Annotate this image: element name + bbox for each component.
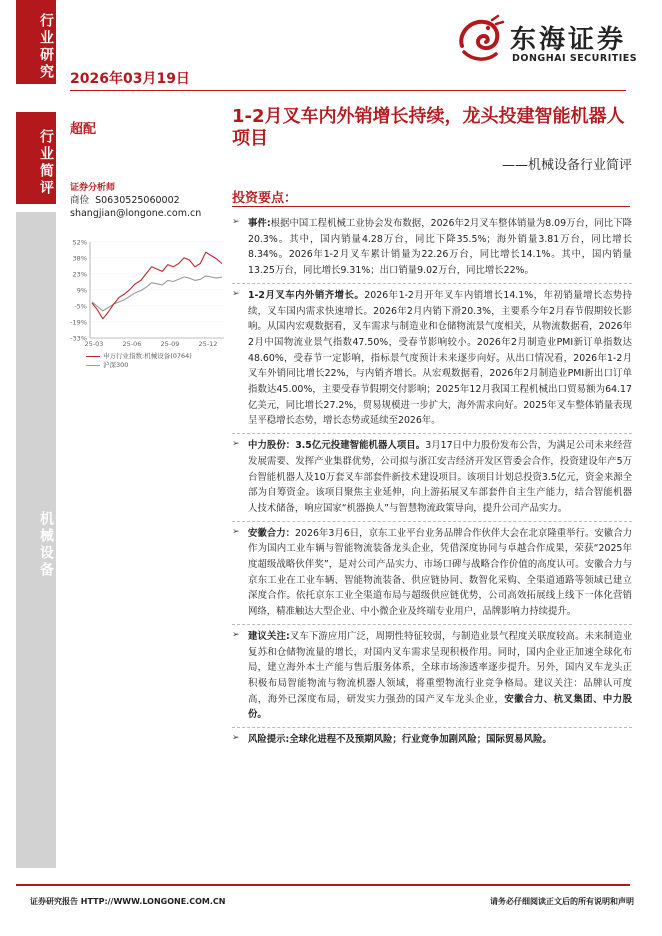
chart-legend: [86, 352, 192, 370]
legend-swatch: [86, 356, 100, 357]
bullet-lead: 安徽合力：: [248, 527, 296, 539]
key-points-heading: 投资要点：: [232, 191, 298, 206]
report-title: 1-2月叉车内外销增长持续，龙头投建智能机器人项目: [232, 106, 625, 149]
x-tick-label: 25-09: [160, 340, 180, 348]
legend-label: 申万行业指数:机械设备(0764): [103, 352, 192, 360]
report-subtitle: ——机械设备行业简评: [501, 158, 632, 173]
bullet-text: 2026年3月6日，京东工业平台业务品牌合作伙伴大会在北京隆重举行。安徽合力作为国内工业车辆与智能物流装备龙头企业，凭借深度协同与卓越合作成果，荣获“2025年度超级战略伙伴奖”，是对公司产品实力、市场口碑与战略合作价值的高度认可。安徽合力与京东工业在工业车辆、智能物流装备、供应链协同、数智化采购、全渠道通路等领域已建立深度合作。依托京东工业全渠道布局与超级供应链优势，公司高效拓展线上线下一体化营销网络，精准触达大型企业、中小微企业及终端专业用户，品牌影响力持续提升。: [248, 527, 632, 618]
footer-disclaimer: 请务必仔细阅读正文后的所有说明和声明: [490, 897, 634, 906]
y-tick-label: -5%: [74, 302, 87, 311]
y-tick-label: 23%: [72, 270, 87, 279]
report-date: 2026年03月19日: [70, 71, 190, 87]
x-tick-label: 25-06: [122, 340, 142, 348]
legend-item-csi300: [86, 361, 192, 370]
bullet-arrow-icon: ➢: [232, 526, 240, 537]
bullet-sales-growth: [232, 284, 632, 433]
bullet-arrow-icon: ➢: [232, 629, 240, 640]
y-tick-label: -33%: [70, 334, 87, 343]
bullet-tail: 全球化进程不及预期风险；行业竞争加剧风险；国际贸易风险。: [289, 734, 552, 746]
logo-english-name: DONGHAI SECURITIES: [512, 53, 638, 64]
y-tick-label: -19%: [70, 318, 87, 327]
bullet-text: 3月17日中力股份发布公告，为满足公司未来经营发展需要、发挥产业集群优势，公司拟与浙江安吉经济开发区管委会合作，投资建设年产5万台智能机器人及10万套叉车部套件新技术建设项目。该项目计划总投资3.5亿元，资金来源全部为自筹资金。该项目聚焦主业延伸，向上游拓展叉车部套件自主生产能力，结合智能机器人技术储备，响应国家“机器换人”与智慧物流政策导向，提升公司产品实力。: [248, 440, 633, 514]
bullet-arrow-icon: ➢: [232, 439, 240, 450]
y-tick-label: 52%: [72, 238, 87, 247]
bullet-text: 叉车下游应用广泛，周期性特征较弱，与制造业景气程度关联度较高。未来制造业复苏和仓储物流量的增长，对国内叉车需求呈现积极作用。同时，国内企业正加速全球化布局，建立海外本土产能与售后服务体系，全球市场渗透率逐步提升。另外，国内叉车龙头正积极布局智能物流与物流机器人领域，将重塑物流行业竞争格局。建议关注：品牌认可度高，海外已深度布局，研发实力强劲的国产叉车龙头企业，: [248, 630, 632, 705]
bullet-text: 2026年1-2月开年叉车内销增长14.1%，年初销量增长态势持续，叉车国内需求快速增长。2026年2月内销下滑20.3%，主要系今年2月春节假期较长影响。从国内宏观数据看，叉车需求与制造业和仓储物流景气度相关，从物流数据看，2026年2月中国物流业景气指数47.50%，受春节影响较小。2026年2月制造业PMI新订单指数达48.60%，受春节一定影响，指标景气度预计未来逐步向好。从出口情况看，2026年1-2月叉车外销同比增长22%，与内销齐增长。从宏观数据看，2026年2月制造业PMI新出口订单指数达45.00%，主要受春节假期交付影响；2025年12月我国工程机械出口贸易额为64.17亿美元，同比增长27.2%，贸易规模进一步扩大，海外需求向好。2025年叉车整体销量表现呈平稳增长态势，增长态势或延续至2026年。: [248, 289, 632, 427]
series-line-sector: [92, 252, 222, 319]
bullet-arrow-icon: ➢: [232, 217, 240, 227]
bullet-risk: [232, 728, 632, 752]
dragon-logo-icon: [452, 14, 506, 68]
bullet-tail: 安徽合力、杭叉集团、中力股份。: [248, 693, 632, 721]
bullet-lead: 1-2月叉车内外销齐增长。: [248, 289, 365, 301]
analyst-heading: 证券分析师: [70, 183, 116, 193]
analyst-info: [70, 194, 201, 220]
rating-label: 超配: [70, 122, 97, 137]
footer-website[interactable]: 证券研究报告 HTTP://WWW.LONGONE.COM.CN: [30, 897, 226, 906]
key-points-list: [232, 212, 632, 752]
bullet-lead: 建议关注:: [248, 630, 290, 642]
bullet-zhongli: [232, 434, 632, 521]
y-tick-label: 9%: [76, 286, 87, 295]
series-line-csi300: [92, 276, 222, 311]
x-tick-label: 25-12: [198, 340, 218, 348]
legend-swatch: [86, 365, 100, 366]
side-tab-sector: 机械设备: [16, 212, 56, 868]
bullet-arrow-icon: ➢: [232, 733, 240, 744]
side-tab-industry-brief: 行业简评: [16, 112, 56, 204]
date-divider: [70, 90, 626, 91]
y-tick-label: 38%: [72, 254, 87, 263]
company-logo: [452, 14, 638, 70]
x-tick-label: 25-03: [84, 340, 104, 348]
bullet-lead: 风险提示:: [248, 734, 290, 746]
footer-divider: [16, 884, 630, 886]
side-tab-industry-research: 行业研究: [16, 0, 56, 84]
bullet-lead: 事件:: [248, 218, 271, 229]
bullet-lead: 中力股份：3.5亿元投建智能机器人项目。: [248, 440, 426, 452]
bullet-heli: [232, 522, 632, 624]
bullet-event: [232, 212, 632, 283]
bullet-arrow-icon: ➢: [232, 288, 240, 299]
performance-chart-svg: [64, 234, 228, 352]
key-points-divider: [232, 206, 630, 207]
analyst-email[interactable]: shangjian@longone.com.cn: [70, 208, 202, 219]
legend-label: 沪深300: [103, 361, 129, 369]
bullet-text: 根据中国工程机械工业协会发布数据，2026年2月叉车整体销量为8.09万台，同比下降20.3%。其中，国内销量4.28万台，同比下降35.5%；海外销量3.81万台，同比增长8.34%。2026年1-2月叉车累计销量为22.26万台，同比增长14.1%。其中，国内销量13.25万台，同比增长9.31%；出口销量9.02万台，同比增长22%。: [248, 218, 633, 277]
logo-chinese-name: 东海证券: [510, 25, 627, 55]
bullet-recommendation: [232, 625, 632, 727]
analyst-name: 商俭: [70, 195, 90, 206]
legend-item-sector: [86, 352, 192, 361]
analyst-license: S0630525060002: [95, 195, 180, 206]
